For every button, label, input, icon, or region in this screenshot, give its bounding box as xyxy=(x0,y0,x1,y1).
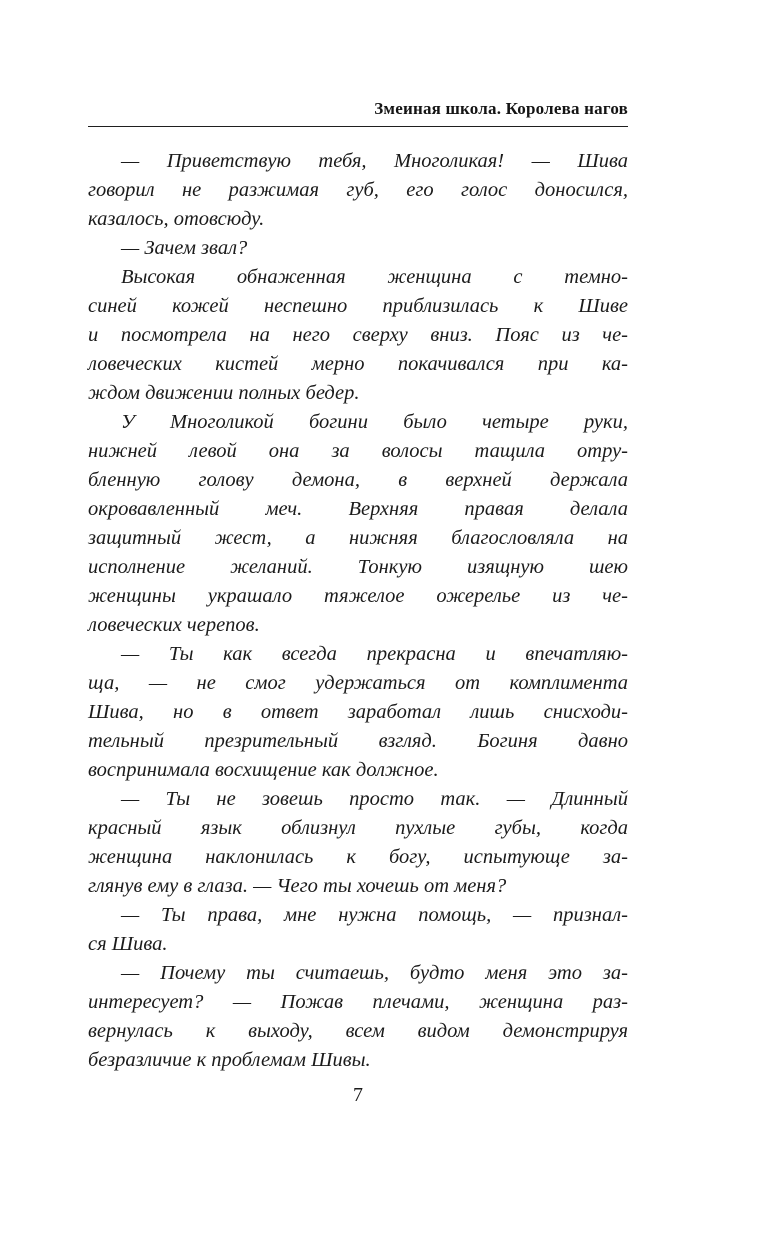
text-line: воспринимала восхищение как должное. xyxy=(88,759,439,781)
paragraph xyxy=(88,263,628,408)
header-rule xyxy=(88,126,628,127)
paragraph xyxy=(88,959,628,1075)
text-line: окровавленный меч. Верхняя правая делала xyxy=(88,498,628,520)
text-line: У Многоликой богини было четыре руки, xyxy=(121,411,628,433)
text-line: безразличие к проблемам Шивы. xyxy=(88,1049,371,1071)
text-line: Шива, но в ответ заработал лишь снисходи- xyxy=(88,701,628,723)
page-footer xyxy=(88,1084,628,1107)
text-line: глянув ему в глаза. — Чего ты хочешь от меня? xyxy=(88,875,507,897)
text-line: женщины украшало тяжелое ожерелье из че- xyxy=(88,585,628,607)
text-line: — Ты как всегда прекрасна и впечатляю- xyxy=(121,643,628,665)
text-line: — Ты права, мне нужна помощь, — признал- xyxy=(121,904,628,926)
text-line: исполнение желаний. Тонкую изящную шею xyxy=(88,556,628,578)
paragraph xyxy=(88,640,628,785)
paragraph xyxy=(88,234,628,263)
text-line: ждом движении полных бедер. xyxy=(88,382,360,404)
text-line: — Приветствую тебя, Многоликая! — Шива xyxy=(121,150,628,172)
text-line: — Ты не зовешь просто так. — Длинный xyxy=(121,788,628,810)
text-line: вернулась к выходу, всем видом демонстрируя xyxy=(88,1020,628,1042)
page-number: 7 xyxy=(353,1084,363,1106)
text-line: казалось, отовсюду. xyxy=(88,208,265,230)
paragraph xyxy=(88,408,628,640)
running-title: Змеиная школа. Королева нагов xyxy=(374,99,628,118)
text-line: красный язык облизнул пухлые губы, когда xyxy=(88,817,628,839)
text-line: нижней левой она за волосы тащила отру- xyxy=(88,440,628,462)
text-line: ловеческих черепов. xyxy=(88,614,260,636)
paragraph xyxy=(88,901,628,959)
text-line: интересует? — Пожав плечами, женщина раз- xyxy=(88,991,628,1013)
body-text xyxy=(88,147,628,1075)
text-line: Высокая обнаженная женщина с темно- xyxy=(121,266,628,288)
text-line: женщина наклонилась к богу, испытующе за- xyxy=(88,846,628,868)
running-header xyxy=(88,99,628,127)
paragraph xyxy=(88,147,628,234)
text-line: — Почему ты считаешь, будто меня это за- xyxy=(121,962,628,984)
text-line: ща, — не смог удержаться от комплимента xyxy=(88,672,628,694)
text-line: тельный презрительный взгляд. Богиня давно xyxy=(88,730,628,752)
paragraph xyxy=(88,785,628,901)
text-line: бленную голову демона, в верхней держала xyxy=(88,469,628,491)
text-line: говорил не разжимая губ, его голос доносился, xyxy=(88,179,628,201)
text-line: и посмотрела на него сверху вниз. Пояс из че- xyxy=(88,324,628,346)
text-line: ловеческих кистей мерно покачивался при ка- xyxy=(88,353,628,375)
text-line: ся Шива. xyxy=(88,933,168,955)
text-line: — Зачем звал? xyxy=(121,237,248,259)
text-line: защитный жест, а нижняя благословляла на xyxy=(88,527,628,549)
text-line: синей кожей неспешно приблизилась к Шиве xyxy=(88,295,628,317)
